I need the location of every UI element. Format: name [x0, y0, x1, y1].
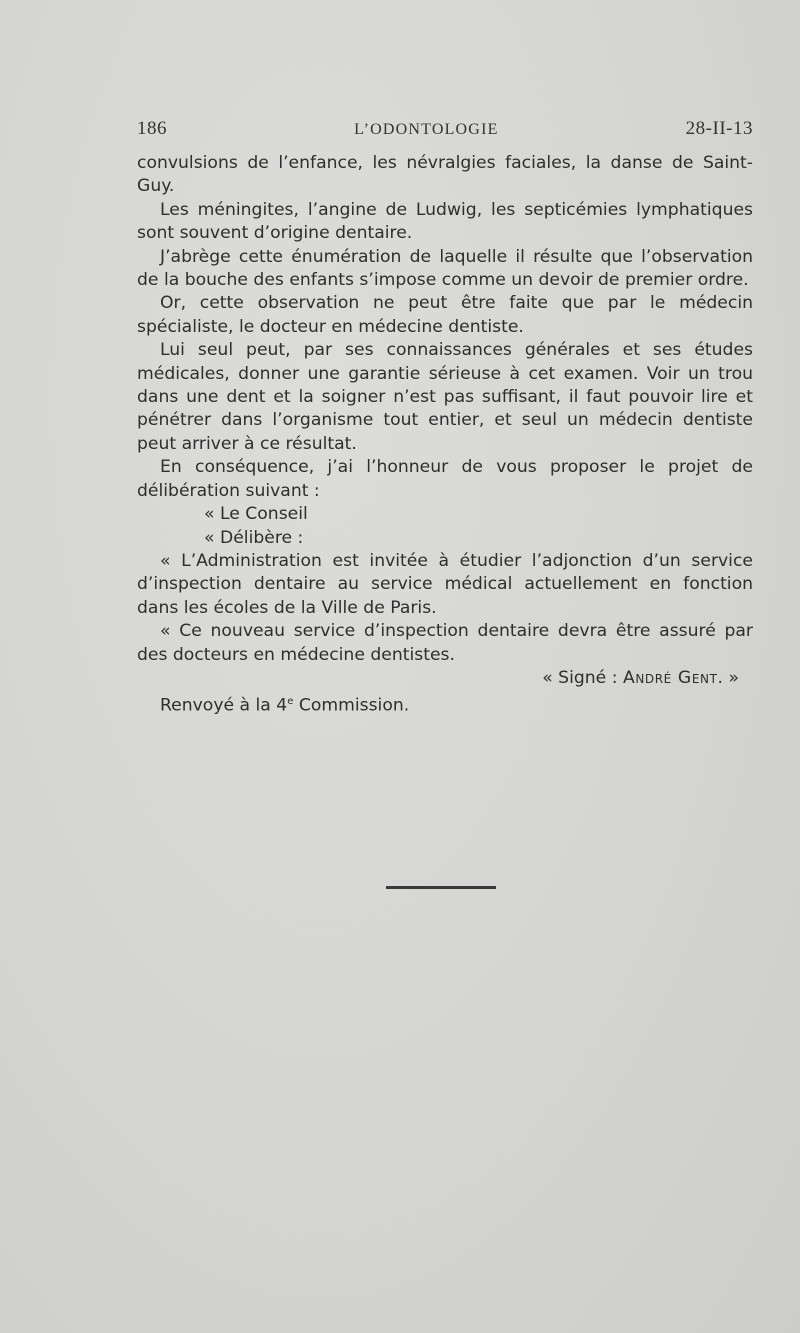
section-end-rule	[386, 886, 496, 889]
signature-line	[137, 667, 753, 690]
referral-line	[137, 690, 753, 718]
paragraph: En conséquence, j’ai l’honneur de vous proposer le projet de délibération suivant :	[137, 457, 753, 501]
referral-after: Commission.	[293, 696, 410, 717]
paragraph: Les méningites, l’angine de Ludwig, les septicémies lymphatiques sont souvent d’origine dentaire.	[137, 199, 753, 244]
article-body	[137, 152, 753, 718]
journal-title: L’ODONTOLOGIE	[354, 121, 499, 138]
referral-before: Renvoyé à la 4	[160, 696, 288, 717]
quote-paragraph: « Ce nouveau service d’inspection dentaire devra être assuré par des docteurs en médecine dentistes.	[137, 621, 753, 665]
referral-superscript: e	[287, 696, 294, 708]
document-page	[137, 118, 753, 718]
paragraph-continuation: convulsions de l’enfance, les névralgies faciales, la danse de Saint-Guy.	[137, 153, 753, 197]
issue-date: 28-II-13	[685, 118, 753, 139]
quote-paragraph: « L’Administration est invitée à étudier l’adjonction d’un service d’inspection dentaire au service médical actuellement en fonction dans les écoles de la Ville de Paris.	[137, 550, 753, 618]
running-head	[137, 118, 753, 152]
page-number: 186	[137, 118, 167, 139]
paragraph: Lui seul peut, par ses connaissances générales et ses études médicales, donner une garantie sérieuse à cet examen. Voir un trou dans une dent et la soigner n’est pas suffisant, il faut pouvoir lire et pénétrer dans l’organisme tout entier, et seul un médecin dentiste peut arriver à ce résultat.	[137, 340, 753, 454]
quote-line-conseil: « Le Conseil	[204, 504, 308, 525]
signature-prefix: « Signé :	[542, 667, 623, 688]
signature-name: André Gent	[622, 667, 718, 688]
quote-line-delibere: « Délibère :	[204, 527, 304, 548]
paragraph: Or, cette observation ne peut être faite que par le médecin spécialiste, le docteur en médecine dentiste.	[137, 293, 753, 337]
paragraph: J’abrège cette énumération de laquelle il résulte que l’observation de la bouche des enfants s’impose comme un devoir de premier ordre.	[137, 246, 753, 291]
signature-suffix: . »	[717, 667, 739, 688]
